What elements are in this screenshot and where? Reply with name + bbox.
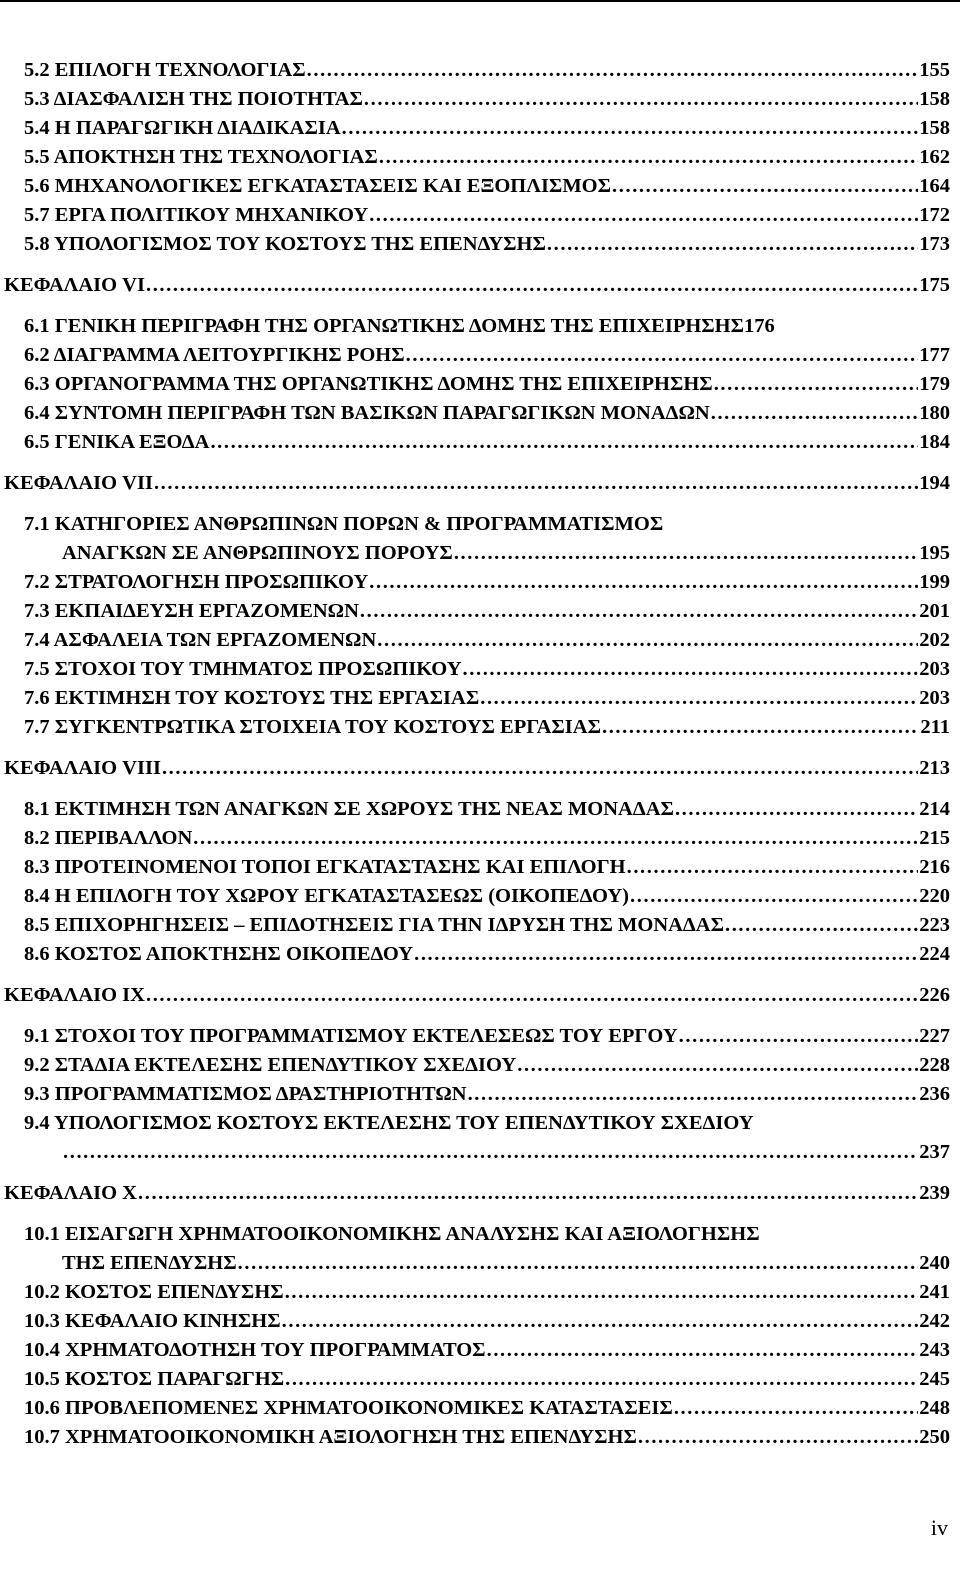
dot-leader: [414, 940, 918, 969]
dot-leader: [138, 1179, 918, 1208]
page-ref: 248: [919, 1397, 950, 1419]
page-ref: 164: [919, 175, 950, 197]
toc-entry-6-5[interactable]: 6.5 ΓΕΝΙΚΑ ΕΞΟΔΑ ..... 184: [0, 428, 950, 457]
toc-entry-7-4[interactable]: 7.4 ΑΣΦΑΛΕΙΑ ΤΩΝ ΕΡΓΑΖΟΜΕΝΩΝ ..... 202: [0, 626, 950, 655]
dot-leader: [627, 853, 919, 882]
toc-chapter-vii[interactable]: ΚΕΦΑΛΑΙΟ VII ..... 194: [0, 469, 950, 498]
dot-leader: [369, 201, 918, 230]
page-ref: 224: [919, 943, 950, 965]
dot-leader: [342, 114, 919, 143]
toc-entry-9-2[interactable]: 9.2 ΣΤΑΔΙΑ ΕΚΤΕΛΕΣΗΣ ΕΠΕΝΔΥΤΙΚΟΥ ΣΧΕΔΙΟΥ ..... 228: [0, 1051, 950, 1080]
spacer: [0, 457, 960, 469]
toc-entry-10-5[interactable]: 10.5 ΚΟΣΤΟΣ ΠΑΡΑΓΩΓΗΣ ..... 245: [0, 1365, 950, 1394]
toc-entry-10-1-line1[interactable]: 10.1 ΕΙΣΑΓΩΓΗ ΧΡΗΜΑΤΟΟΙΚΟΝΟΜΙΚΗΣ ΑΝΑΛΥΣΗΣ ΚΑΙ ΑΞΙΟΛΟΓΗΣΗΣ: [24, 1223, 760, 1245]
page-ref: 179: [919, 373, 950, 395]
spacer: [0, 1167, 960, 1179]
toc-entry-6-1[interactable]: 6.1 ΓΕΝΙΚΗ ΠΕΡΙΓΡΑΦΗ ΤΗΣ ΟΡΓΑΝΩΤΙΚΗΣ ΔΟΜΗΣ ΤΗΣ ΕΠΙΧΕΙΡΗΣΗΣ 176: [0, 312, 950, 341]
dot-leader: [725, 911, 918, 940]
toc-entry-10-6[interactable]: 10.6 ΠΡΟΒΛΕΠΟΜΕΝΕΣ ΧΡΗΜΑΤΟΟΙΚΟΝΟΜΙΚΕΣ ΚΑΤΑΣΤΑΣΕΙΣ ..... 248: [0, 1394, 950, 1423]
page-ref: 215: [919, 827, 950, 849]
dot-leader: [162, 754, 918, 783]
toc-entry-5-5[interactable]: 5.5 ΑΠΟΚΤΗΣΗ ΤΗΣ ΤΕΧΝΟΛΟΓΙΑΣ ..... 162: [0, 143, 950, 172]
toc-entry-6-3[interactable]: 6.3 ΟΡΓΑΝΟΓΡΑΜΜΑ ΤΗΣ ΟΡΓΑΝΩΤΙΚΗΣ ΔΟΜΗΣ ΤΗΣ ΕΠΙΧΕΙΡΗΣΗΣ ..... 179: [0, 370, 950, 399]
toc-chapter-vi[interactable]: ΚΕΦΑΛΑΙΟ VI ..... 175: [0, 271, 950, 300]
toc-entry-8-4[interactable]: 8.4 Η ΕΠΙΛΟΓΗ ΤΟΥ ΧΩΡΟΥ ΕΓΚΑΤΑΣΤΑΣΕΩΣ (ΟΙΚΟΠΕΔΟΥ) ..... 220: [0, 882, 950, 911]
dot-leader: [307, 56, 919, 85]
dot-leader: [369, 568, 918, 597]
toc-chapter-ix[interactable]: ΚΕΦΑΛΑΙΟ IX ..... 226: [0, 981, 950, 1010]
page-ref: 228: [919, 1054, 950, 1076]
dot-leader: [487, 1336, 919, 1365]
toc-entry-8-1[interactable]: 8.1 ΕΚΤΙΜΗΣΗ ΤΩΝ ΑΝΑΓΚΩΝ ΣΕ ΧΩΡΟΥΣ ΤΗΣ ΝΕΑΣ ΜΟΝΑΔΑΣ ..... 214: [0, 795, 950, 824]
dot-leader: [193, 824, 918, 853]
dot-leader: [612, 172, 918, 201]
page-ref: 155: [919, 59, 950, 81]
toc-entry-5-8[interactable]: 5.8 ΥΠΟΛΟΓΙΣΜΟΣ ΤΟΥ ΚΟΣΤΟΥΣ ΤΗΣ ΕΠΕΝΔΥΣΗΣ ..... 173: [0, 230, 950, 259]
dot-leader: [63, 1138, 918, 1167]
spacer: [0, 969, 960, 981]
table-of-contents: [0, 56, 960, 1452]
toc-entry-7-3[interactable]: 7.3 ΕΚΠΑΙΔΕΥΣΗ ΕΡΓΑΖΟΜΕΝΩΝ ..... 201: [0, 597, 950, 626]
page-ref: 194: [919, 472, 950, 494]
dot-leader: [364, 85, 918, 114]
page-ref: 201: [919, 600, 950, 622]
toc-entry-5-7[interactable]: 5.7 ΕΡΓΑ ΠΟΛΙΤΙΚΟΥ ΜΗΧΑΝΙΚΟΥ ..... 172: [0, 201, 950, 230]
page-ref: 243: [919, 1339, 950, 1361]
dot-leader: [463, 655, 919, 684]
page-ref: 199: [919, 571, 950, 593]
dot-leader: [517, 1051, 918, 1080]
dot-leader: [146, 271, 918, 300]
page-ref: 203: [919, 687, 950, 709]
page-ref: 175: [919, 274, 950, 296]
toc-entry-5-6[interactable]: 5.6 ΜΗΧΑΝΟΛΟΓΙΚΕΣ ΕΓΚΑΤΑΣΤΑΣΕΙΣ ΚΑΙ ΕΞΟΠΛΙΣΜΟΣ ..... 164: [0, 172, 950, 201]
spacer: [0, 300, 960, 312]
toc-entry-10-3[interactable]: 10.3 ΚΕΦΑΛΑΙΟ ΚΙΝΗΣΗΣ ..... 242: [0, 1307, 950, 1336]
page-ref: 172: [919, 204, 950, 226]
spacer: [0, 259, 960, 271]
toc-entry-7-5[interactable]: 7.5 ΣΤΟΧΟΙ ΤΟΥ ΤΜΗΜΑΤΟΣ ΠΡΟΣΩΠΙΚΟΥ ..... 203: [0, 655, 950, 684]
toc-entry-6-4[interactable]: 6.4 ΣΥΝΤΟΜΗ ΠΕΡΙΓΡΑΦΗ ΤΩΝ ΒΑΣΙΚΩΝ ΠΑΡΑΓΩΓΙΚΩΝ ΜΟΝΑΔΩΝ ..... 180: [0, 399, 950, 428]
dot-leader: [146, 981, 918, 1010]
page-ref: 195: [919, 542, 950, 564]
dot-leader: [379, 143, 918, 172]
toc-entry-7-6[interactable]: 7.6 ΕΚΤΙΜΗΣΗ ΤΟΥ ΚΟΣΤΟΥΣ ΤΗΣ ΕΡΓΑΣΙΑΣ ..... 203: [0, 684, 950, 713]
toc-entry-8-5[interactable]: 8.5 ΕΠΙΧΟΡΗΓΗΣΕΙΣ – ΕΠΙΔΟΤΗΣΕΙΣ ΓΙΑ ΤΗΝ ΙΔΡΥΣΗ ΤΗΣ ΜΟΝΑΔΑΣ ..... 223: [0, 911, 950, 940]
page-ref: 211: [920, 716, 950, 738]
page-ref: 158: [919, 117, 950, 139]
dot-leader: [154, 469, 918, 498]
dot-leader: [714, 370, 919, 399]
page-ref: 241: [919, 1281, 950, 1303]
page-ref: 158: [919, 88, 950, 110]
dot-leader: [711, 399, 919, 428]
page-number: iv: [930, 1515, 948, 1540]
toc-entry-9-3[interactable]: 9.3 ΠΡΟΓΡΑΜΜΑΤΙΣΜΟΣ ΔΡΑΣΤΗΡΙΟΤΗΤΩΝ ..... 236: [0, 1080, 950, 1109]
page-top-border: [0, 0, 960, 2]
dot-leader: [454, 539, 918, 568]
toc-entry-7-7[interactable]: 7.7 ΣΥΓΚΕΝΤΡΩΤΙΚΑ ΣΤΟΙΧΕΙΑ ΤΟΥ ΚΟΣΤΟΥΣ ΕΡΓΑΣΙΑΣ ..... 211: [0, 713, 950, 742]
page-ref: 176: [744, 315, 775, 337]
page-ref: 213: [919, 757, 950, 779]
toc-entry-5-4[interactable]: 5.4 Η ΠΑΡΑΓΩΓΙΚΗ ΔΙΑΔΙΚΑΣΙΑ ..... 158: [0, 114, 950, 143]
page-ref: 184: [919, 431, 950, 453]
dot-leader: [679, 1022, 919, 1051]
dot-leader: [674, 1394, 918, 1423]
toc-entry-8-6[interactable]: 8.6 ΚΟΣΤΟΣ ΑΠΟΚΤΗΣΗΣ ΟΙΚΟΠΕΔΟΥ ..... 224: [0, 940, 950, 969]
page-ref: 216: [919, 856, 950, 878]
toc-entry-9-1[interactable]: 9.1 ΣΤΟΧΟΙ ΤΟΥ ΠΡΟΓΡΑΜΜΑΤΙΣΜΟΥ ΕΚΤΕΛΕΣΕΩΣ ΤΟΥ ΕΡΓΟΥ ..... 227: [0, 1022, 950, 1051]
page-ref: 226: [919, 984, 950, 1006]
toc-entry-9-4-line1[interactable]: 9.4 ΥΠΟΛΟΓΙΣΜΟΣ ΚΟΣΤΟΥΣ ΕΚΤΕΛΕΣΗΣ ΤΟΥ ΕΠΕΝΔΥΤΙΚΟΥ ΣΧΕΔΙΟΥ: [24, 1112, 754, 1134]
page-ref: 177: [919, 344, 950, 366]
dot-leader: [630, 882, 918, 911]
toc-chapter-viii[interactable]: ΚΕΦΑΛΑΙΟ VIII ..... 213: [0, 754, 950, 783]
dot-leader: [675, 795, 918, 824]
page-ref: 242: [919, 1310, 950, 1332]
dot-leader: [285, 1278, 919, 1307]
toc-entry-7-1-line1[interactable]: 7.1 ΚΑΤΗΓΟΡΙΕΣ ΑΝΘΡΩΠΙΝΩΝ ΠΟΡΩΝ & ΠΡΟΓΡΑΜΜΑΤΙΣΜΟΣ: [24, 513, 664, 535]
toc-entry-8-2[interactable]: 8.2 ΠΕΡΙΒΑΛΛΟΝ ..... 215: [0, 824, 950, 853]
page-ref: 236: [919, 1083, 950, 1105]
spacer: [0, 1208, 960, 1220]
page-ref: 245: [919, 1368, 950, 1390]
page-ref: 203: [919, 658, 950, 680]
dot-leader: [547, 230, 918, 259]
page-ref: 173: [919, 233, 950, 255]
dot-leader: [480, 684, 918, 713]
dot-leader: [238, 1249, 919, 1278]
toc-entry-8-3[interactable]: 8.3 ΠΡΟΤΕΙΝΟΜΕΝΟΙ ΤΟΠΟΙ ΕΓΚΑΤΑΣΤΑΣΗΣ ΚΑΙ ΕΠΙΛΟΓΗ ..... 216: [0, 853, 950, 882]
page-ref: 227: [919, 1025, 950, 1047]
page-ref: 250: [919, 1426, 950, 1448]
dot-leader: [468, 1080, 919, 1109]
page-ref: 223: [919, 914, 950, 936]
toc-entry-7-1-line2[interactable]: ΑΝΑΓΚΩΝ ΣΕ ΑΝΘΡΩΠΙΝΟΥΣ ΠΟΡΟΥΣ ..... 195: [0, 539, 950, 568]
dot-leader: [377, 626, 918, 655]
toc-entry-9-4-line2[interactable]: [0, 1138, 950, 1167]
page-ref: 237: [919, 1141, 950, 1163]
toc-entry-10-4[interactable]: 10.4 ΧΡΗΜΑΤΟΔΟΤΗΣΗ ΤΟΥ ΠΡΟΓΡΑΜΜΑΤΟΣ ..... 243: [0, 1336, 950, 1365]
toc-chapter-x[interactable]: ΚΕΦΑΛΑΙΟ Χ ..... 239: [0, 1179, 950, 1208]
dot-leader: [210, 428, 918, 457]
dot-leader: [602, 713, 919, 742]
dot-leader: [360, 597, 918, 626]
dot-leader: [282, 1307, 919, 1336]
spacer: [0, 498, 960, 510]
spacer: [0, 1010, 960, 1022]
toc-entry-10-2[interactable]: 10.2 ΚΟΣΤΟΣ ΕΠΕΝΔΥΣΗΣ ..... 241: [0, 1278, 950, 1307]
toc-entry-10-1-line2[interactable]: ΤΗΣ ΕΠΕΝΔΥΣΗΣ ..... 240: [0, 1249, 950, 1278]
page-ref: 180: [919, 402, 950, 424]
dot-leader: [285, 1365, 918, 1394]
spacer: [0, 742, 960, 754]
dot-leader: [406, 341, 919, 370]
dot-leader: [638, 1423, 918, 1452]
toc-entry-10-7[interactable]: 10.7 ΧΡΗΜΑΤΟΟΙΚΟΝΟΜΙΚΗ ΑΞΙΟΛΟΓΗΣΗ ΤΗΣ ΕΠΕΝΔΥΣΗΣ ..... 250: [0, 1423, 950, 1452]
toc-entry-5-2[interactable]: 5.2 ΕΠΙΛΟΓΗ ΤΕΧΝΟΛΟΓΙΑΣ ..... 155: [0, 56, 950, 85]
page-ref: 214: [919, 798, 950, 820]
toc-entry-6-2[interactable]: 6.2 ΔΙΑΓΡΑΜΜΑ ΛΕΙΤΟΥΡΓΙΚΗΣ ΡΟΗΣ ..... 177: [0, 341, 950, 370]
toc-entry-5-3[interactable]: 5.3 ΔΙΑΣΦΑΛΙΣΗ ΤΗΣ ΠΟΙΟΤΗΤΑΣ ..... 158: [0, 85, 950, 114]
page-ref: 162: [919, 146, 950, 168]
toc-entry-7-2[interactable]: 7.2 ΣΤΡΑΤΟΛΟΓΗΣΗ ΠΡΟΣΩΠΙΚΟΥ ..... 199: [0, 568, 950, 597]
spacer: [0, 783, 960, 795]
page-ref: 202: [919, 629, 950, 651]
page-ref: 220: [919, 885, 950, 907]
page-ref: 240: [919, 1252, 950, 1274]
page-ref: 239: [919, 1182, 950, 1204]
